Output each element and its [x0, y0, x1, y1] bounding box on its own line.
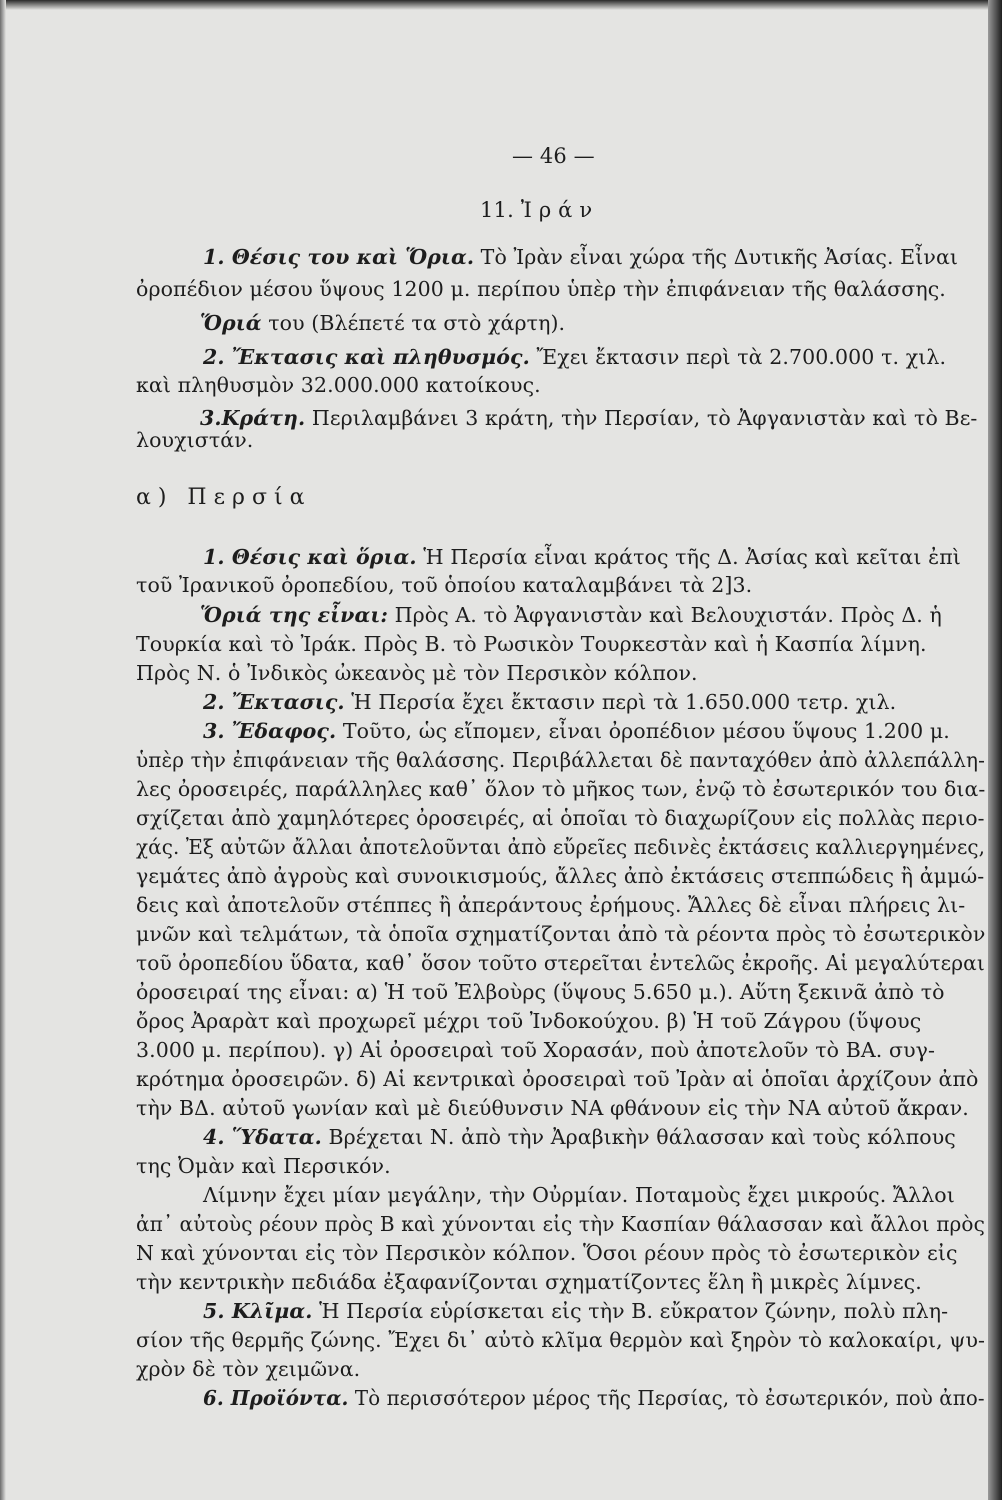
text-line: 1. Θέσις του καὶ Ὅρια. Τὸ Ἰρὰν εἶναι χώρα τῆς Δυτικῆς Ἀσίας. Εἶναι	[203, 245, 959, 269]
text-line: τοῦ Ἰρανικοῦ ὀροπεδίου, τοῦ ὁποίου καταλαμβάνει τὰ 2]3.	[136, 573, 753, 597]
chapter-heading	[480, 198, 599, 222]
text-line: ὀροπέδιον μέσου ὕψους 1200 μ. περίπου ὑπὲρ τὴν ἐπιφάνειαν τῆς θαλάσσης.	[136, 277, 946, 301]
text-line: 2. Ἔκτασις καὶ πληθυσμός. Ἔχει ἔκτασιν περὶ τὰ 2.700.000 τ. χιλ.	[203, 345, 947, 369]
text-line: Λίμνην ἔχει μίαν μεγάλην, τὴν Οὐρμίαν. Ποταμοὺς ἔχει μικρούς. Ἄλλοι	[203, 1183, 955, 1207]
text-line: 6. Προϊόντα. Τὸ περισσότερον μέρος τῆς Περσίας, τὸ ἐσωτερικόν, ποὺ ἀπο-	[203, 1386, 985, 1410]
text-line: γεμάτες ἀπὸ ἀγροὺς καὶ συνοικισμούς, ἄλλες ἀπὸ ἐκτάσεις στεππώδεις ἢ ἀμμώ-	[136, 864, 985, 888]
text-line: 3.Κράτη. Περιλαμβάνει 3 κράτη, τὴν Περσίαν, τὸ Ἀφγανιστὰν καὶ τὸ Βε-	[200, 406, 978, 430]
text-line: ὑπὲρ τὴν ἐπιφάνειαν τῆς θαλάσσης. Περιβάλλεται δὲ πανταχόθεν ἀπὸ ἀλλεπάλλη-	[136, 748, 985, 772]
text-line: Ν καὶ χύνονται εἰς τὸν Περσικὸν κόλπον. Ὅσοι ρέουν πρὸς τὸ ἐσωτερικὸν εἰς	[136, 1241, 958, 1265]
text-line: τοῦ ὀροπεδίου ὕδατα, καθ᾽ ὅσον τοῦτο στερεῖται ἐντελῶς ἐκροῆς. Αἱ μεγαλύτεραι	[136, 951, 985, 975]
text-line: λες ὀροσειρές, παράλληλες καθ᾽ ὅλον τὸ μῆκος των, ἐνῷ τὸ ἐσωτερικόν του δια-	[136, 777, 986, 801]
text-line: ἀπ᾽ αὐτοὺς ρέουν πρὸς Β καὶ χύνονται εἰς τὴν Κασπίαν θάλασσαν καὶ ἄλλοι πρὸς	[136, 1212, 985, 1236]
text-line: ὀροσειραί της εἶναι: α) Ἡ τοῦ Ἐλβοὺρς (ὕψους 5.650 μ.). Αὕτη ξεκινᾶ ἀπὸ τὸ	[136, 980, 945, 1004]
text-line: χάς. Ἐξ αὐτῶν ἄλλαι ἀποτελοῦνται ἀπὸ εὔρεῖες πεδινὲς ἐκτάσεις καλλιεργημένες,	[136, 835, 986, 859]
text-line: Πρὸς Ν. ὁ Ἰνδικὸς ὠκεανὸς μὲ τὸν Περσικὸν κόλπον.	[136, 661, 698, 685]
section-heading: α) Περσία	[136, 485, 312, 510]
text-line: ὄρος Ἀραρὰτ καὶ προχωρεῖ μέχρι τοῦ Ἰνδοκούχου. β) Ἡ τοῦ Ζάγρου (ὕψους	[136, 1009, 922, 1033]
text-line: δεις καὶ ἀποτελοῦν στέππες ἢ ἀπεράντους ἐρήμους. Ἄλλες δὲ εἶναι πλήρεις λι-	[136, 893, 966, 917]
text-line: 3. Ἔδαφος. Τοῦτο, ὡς εἴπομεν, εἶναι ὀροπέδιον μέσου ὕψους 1.200 μ.	[203, 719, 950, 743]
text-line: 4. Ὕδατα. Βρέχεται Ν. ἀπὸ τὴν Ἀραβικὴν θάλασσαν καὶ τοὺς κόλπους	[203, 1125, 956, 1149]
text-line: καὶ πληθυσμὸν 32.000.000 κατοίκους.	[136, 373, 541, 397]
text-line: 5. Κλῖμα. Ἡ Περσία εὑρίσκεται εἰς τὴν Β. εὔκρατον ζώνην, πολὺ πλη-	[203, 1299, 949, 1323]
text-line: 1. Θέσις καὶ ὅρια. Ἡ Περσία εἶναι κράτος τῆς Δ. Ἀσίας καὶ κεῖται ἐπὶ	[203, 545, 961, 569]
text-line: μνῶν καὶ τελμάτων, τὰ ὁποῖα σχηματίζονται ἀπὸ τὰ ρέοντα πρὸς τὸ ἐσωτερικὸν	[136, 922, 986, 946]
text-line: της Ὀμὰν καὶ Περσικόν.	[136, 1154, 391, 1178]
text-line: Ὅριά της εἶναι: Πρὸς Α. τὸ Ἀφγανιστὰν καὶ Βελουχιστάν. Πρὸς Δ. ἡ	[200, 603, 942, 627]
chapter-number: 11.	[480, 198, 514, 222]
page-right-edge-shadow	[988, 0, 1002, 1500]
text-line: λουχιστάν.	[136, 428, 254, 452]
chapter-title: Ἰράν	[520, 198, 600, 222]
text-line: σίον τῆς θερμῆς ζώνης. Ἔχει δι᾽ αὐτὸ κλῖμα θερμὸν καὶ ξηρὸν τὸ καλοκαίρι, ψυ-	[136, 1328, 986, 1352]
text-line: 3.000 μ. περίπου). γ) Αἱ ὀροσειραὶ τοῦ Χορασάν, ποὺ ἀποτελοῦν τὸ ΒΑ. συγ-	[136, 1038, 936, 1062]
text-line: 2. Ἔκτασις. Ἡ Περσία ἔχει ἔκτασιν περὶ τὰ 1.650.000 τετρ. χιλ.	[203, 690, 897, 714]
text-line: κρότημα ὀροσειρῶν. δ) Αἱ κεντρικαὶ ὀροσειραὶ τοῦ Ἰρὰν αἱ ὁποῖαι ἀρχίζουν ἀπὸ	[136, 1067, 979, 1091]
text-line: τὴν ΒΔ. αὐτοῦ γωνίαν καὶ μὲ διεύθυνσιν ΝΑ φθάνουν εἰς τὴν ΝΑ αὐτοῦ ἄκραν.	[136, 1096, 969, 1120]
page-number: — 46 —	[512, 144, 595, 168]
page-top-edge-shadow	[0, 0, 1002, 10]
text-line: Ὅριά του (Βλέπετέ τα στὸ χάρτη).	[200, 311, 566, 335]
page-left-edge-shadow	[0, 0, 6, 1500]
text-line: τὴν κεντρικὴν πεδιάδα ἐξαφανίζονται σχηματίζοντες ἕλη ἢ μικρὲς λίμνες.	[136, 1270, 922, 1294]
text-line: χρὸν δὲ τὸν χειμῶνα.	[136, 1357, 361, 1381]
text-line: σχίζεται ἀπὸ χαμηλότερες ὀροσειρές, αἱ ὁποῖαι τὸ διαχωρίζουν εἰς πολλὰς περιο-	[136, 806, 985, 830]
text-line: Τουρκία καὶ τὸ Ἰράκ. Πρὸς Β. τὸ Ρωσικὸν Τουρκεστὰν καὶ ἡ Κασπία λίμνη.	[136, 632, 927, 656]
